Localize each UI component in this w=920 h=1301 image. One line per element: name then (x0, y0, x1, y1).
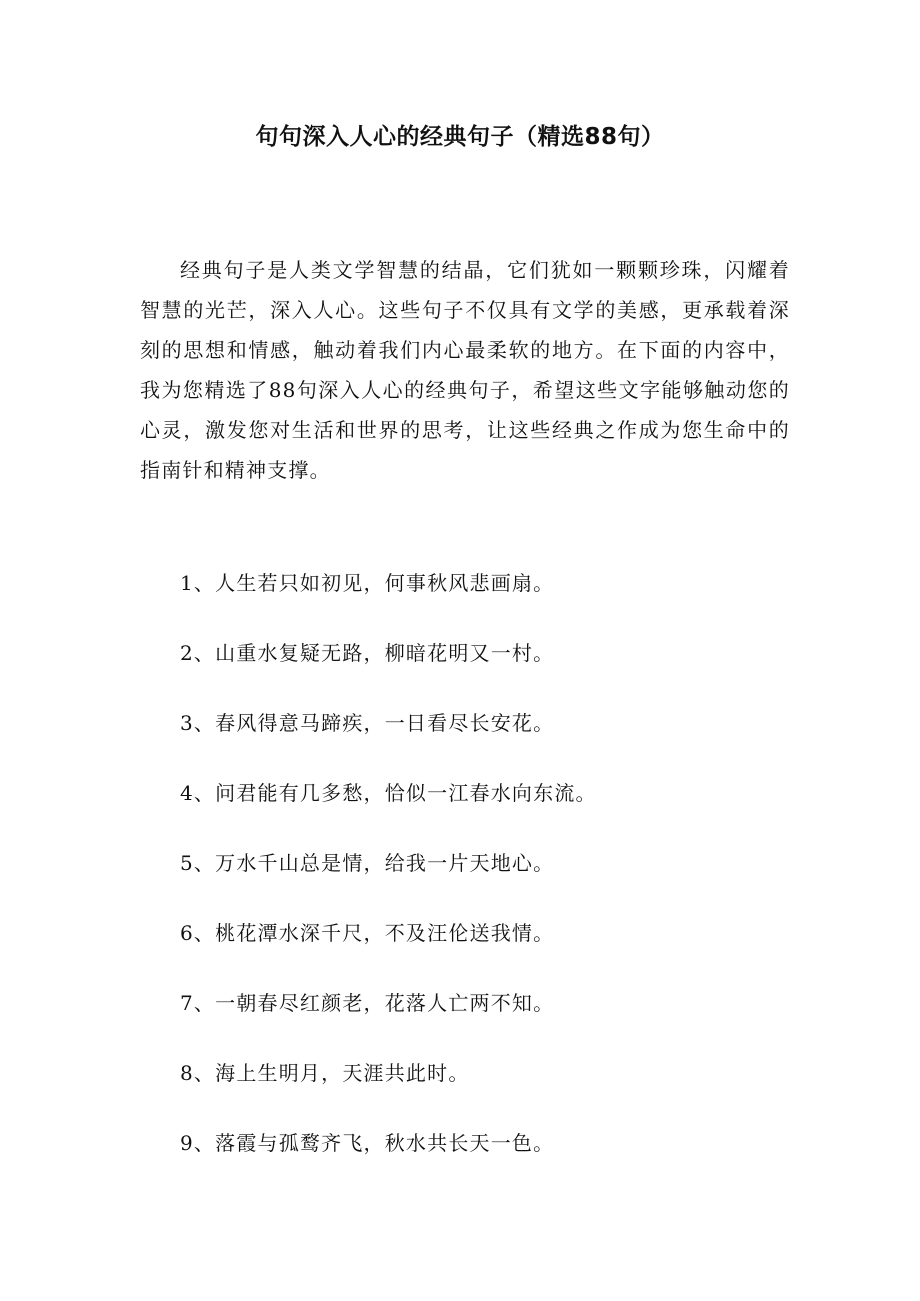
quote-item: 4、问君能有几多愁，恰似一江春水向东流。 (180, 781, 597, 805)
quote-item: 9、落霞与孤鹜齐飞，秋水共长天一色。 (180, 1131, 555, 1155)
intro-paragraph: 经典句子是人类文学智慧的结晶，它们犹如一颗颗珍珠，闪耀着智慧的光芒，深入人心。这些句子不仅具有文学的美感，更承载着深刻的思想和情感，触动着我们内心最柔软的地方。在下面的内容中，我为您精选了88句深入人心的经典句子，希望这些文字能够触动您的心灵，激发您对生活和世界的思考，让这些经典之作成为您生命中的指南针和精神支撑。 (140, 258, 790, 482)
quote-item: 8、海上生明月，天涯共此时。 (180, 1061, 470, 1085)
quote-item: 3、春风得意马蹄疾，一日看尽长安花。 (180, 711, 555, 735)
quote-item: 5、万水千山总是情，给我一片天地心。 (180, 851, 555, 875)
quote-item: 7、一朝春尽红颜老，花落人亡两不知。 (180, 991, 555, 1015)
quote-list (180, 563, 820, 1193)
quote-item: 2、山重水复疑无路，柳暗花明又一村。 (180, 641, 555, 665)
quote-item: 6、桃花潭水深千尺，不及汪伦送我情。 (180, 921, 555, 945)
document-title: 句句深入人心的经典句子（精选88句） (255, 124, 665, 150)
quote-item: 1、人生若只如初见，何事秋风悲画扇。 (180, 571, 555, 595)
